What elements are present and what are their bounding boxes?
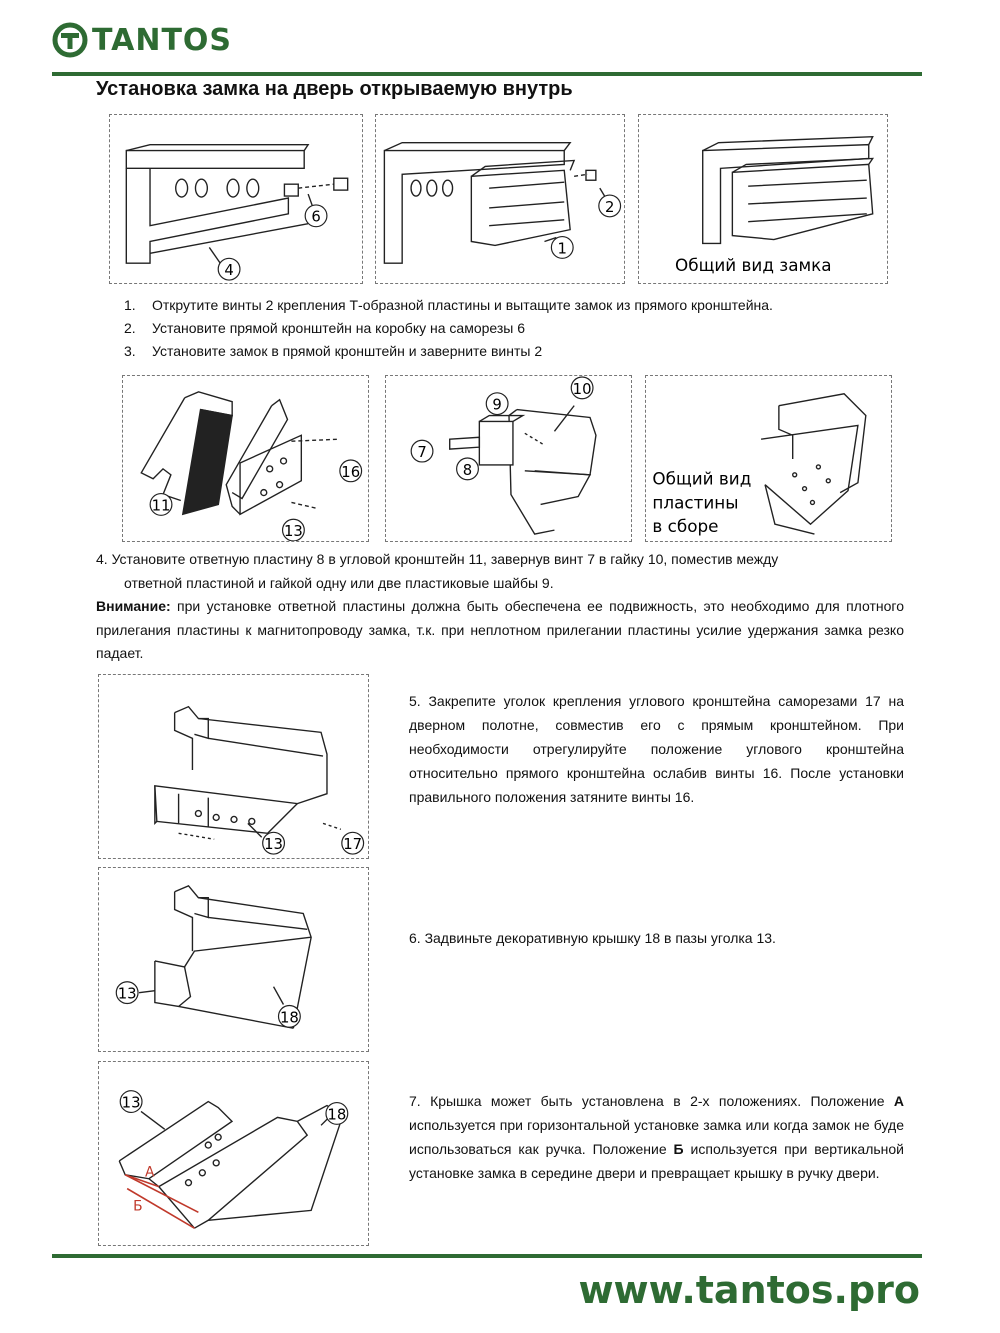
header-divider — [52, 72, 922, 76]
position-a-label: А — [144, 1164, 155, 1181]
callout-13: 13 — [117, 985, 137, 1003]
tantos-emblem-icon — [52, 22, 88, 58]
callout-4: 4 — [224, 262, 234, 280]
attention-text: при установке ответной пластины должна быть обеспечена ее подвижность, это необходимо для плотного прилегания пластины к магнитопроводу замка, т.к. при неплотном прилегании пластины усилие удержания замка резко падает. — [96, 598, 904, 661]
position-b-label: Б — [133, 1198, 143, 1215]
callout-2: 2 — [604, 198, 615, 216]
callout-13: 13 — [264, 836, 283, 854]
caption-plate-line3: в сборе — [652, 516, 719, 537]
brand-name: TANTOS — [92, 22, 233, 58]
step-4-line1: 4. Установите ответную пластину 8 в угловой кронштейн 11, завернув винт 7 в гайку 10, поместив между — [96, 551, 779, 567]
figure-lock-insert — [375, 114, 625, 284]
list-item: 2. Установите прямой кронштейн на коробку на саморезы 6 — [124, 320, 526, 336]
callout-6: 6 — [311, 208, 321, 226]
caption-lock-overview: Общий вид замка — [675, 255, 832, 276]
callout-17: 17 — [343, 836, 363, 854]
step-5-text: 5. Закрепите уголок крепления углового кронштейна саморезами 17 на дверном полотне, совместив его с прямым кронштейном. При необходимости отрегулируйте положение углового кронштейна относительно прямого кронштейна ослабив винты 16. После установки правильного положения затяните винты 16. — [409, 693, 904, 805]
footer-url[interactable]: www.tantos.pro — [578, 1268, 920, 1312]
callout-8: 8 — [462, 461, 473, 479]
attention-label: Внимание: — [96, 598, 171, 614]
caption-plate-line2: пластины — [652, 492, 739, 513]
callout-11: 11 — [151, 497, 171, 515]
figure-bracket-mount — [109, 114, 363, 284]
callout-16: 16 — [341, 463, 361, 481]
step-4 — [96, 548, 904, 595]
callout-18: 18 — [279, 1009, 299, 1027]
figure-strike-plate — [385, 375, 632, 542]
figure-lock-assembled — [638, 114, 888, 284]
footer-divider — [52, 1254, 922, 1258]
figure-plate-assembled — [645, 375, 892, 542]
steps-list — [124, 294, 773, 363]
caption-plate-line1: Общий вид — [652, 468, 752, 489]
position-b-term: Б — [673, 1141, 684, 1157]
callout-13: 13 — [121, 1094, 141, 1112]
list-item: 3. Установите замок в прямой кронштейн и заверните винты 2 — [124, 343, 543, 359]
position-a-term: А — [893, 1093, 904, 1109]
callout-18: 18 — [327, 1106, 347, 1124]
callout-7: 7 — [417, 444, 427, 462]
callout-10: 10 — [572, 380, 592, 398]
figure-step6 — [98, 867, 369, 1052]
page-title: Установка замка на дверь открываемую внутрь — [96, 78, 573, 100]
callout-1: 1 — [557, 240, 567, 258]
step-7-text: 7. Крышка может быть установлена в 2-х положениях. Положение А используется при горизонтальной установке замка или когда замок не буде использоваться как ручка. Положение Б используется при вертикальной установке замка в середине двери и превращает крышку в ручку двери. — [409, 1093, 905, 1181]
attention-note — [96, 595, 904, 666]
figure-step5 — [98, 674, 369, 859]
brand-logo — [52, 22, 232, 58]
figure-corner-bracket — [122, 375, 369, 542]
step-4-line2: ответной пластиной и гайкой одну или две пластиковые шайбы 9. — [124, 574, 554, 591]
callout-13: 13 — [283, 523, 303, 541]
list-item: 1. Открутите винты 2 крепления Т-образной пластины и вытащите замок из прямого кронштейна. — [124, 297, 773, 313]
callout-9: 9 — [492, 396, 502, 414]
figure-step7 — [98, 1061, 369, 1246]
step-6-text: 6. Задвиньте декоративную крышку 18 в пазы уголка 13. — [409, 930, 776, 946]
